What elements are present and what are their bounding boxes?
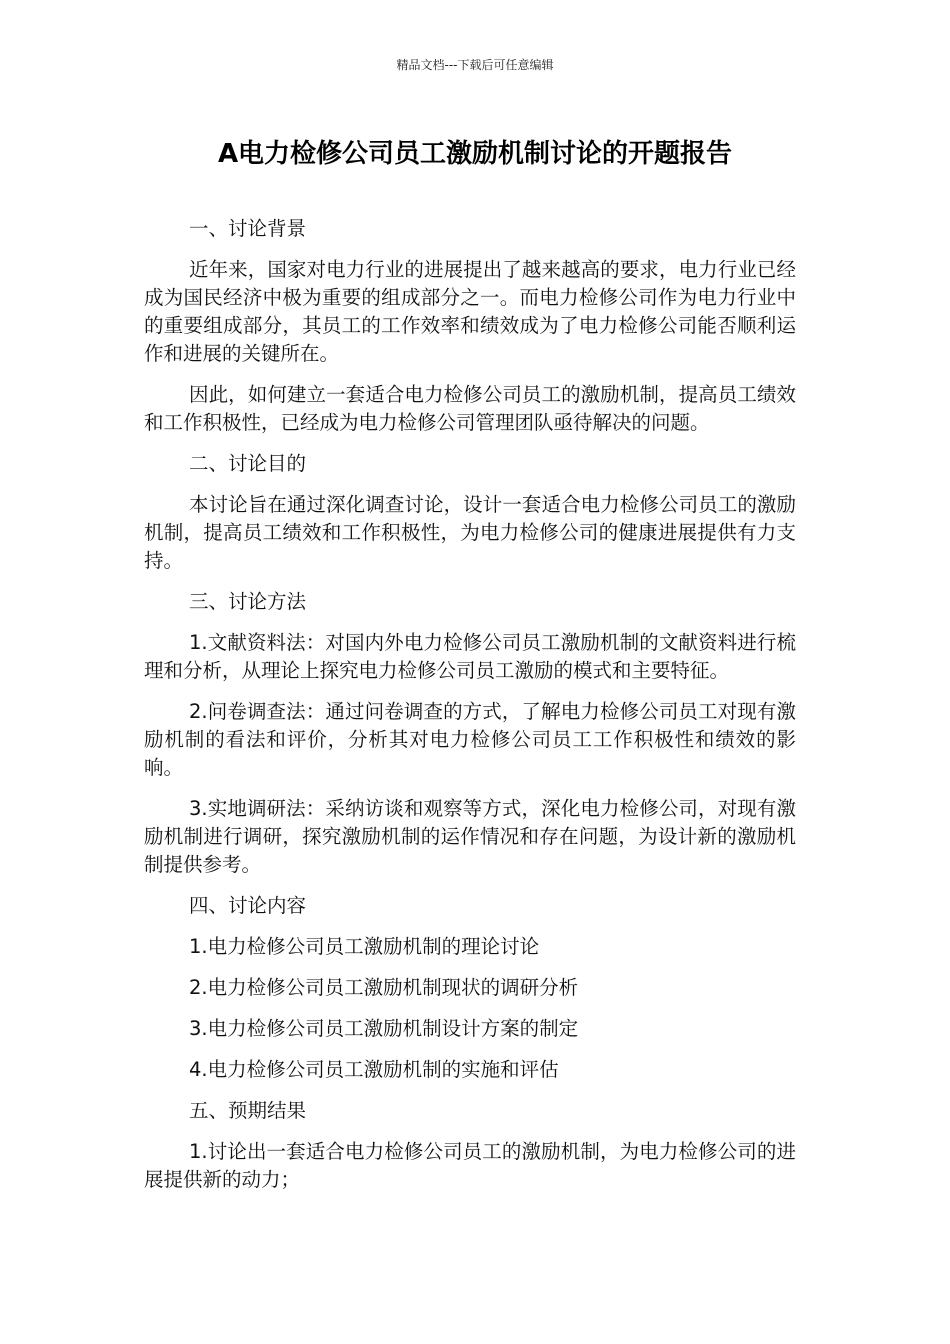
list-item-content-3: 3.电力检修公司员工激励机制设计方案的制定 xyxy=(189,1017,579,1040)
section-heading-background: 一、讨论背景 xyxy=(189,217,307,240)
section-heading-methods: 三、讨论方法 xyxy=(189,590,307,613)
list-item-content-4: 4.电力检修公司员工激励机制的实施和评估 xyxy=(189,1058,559,1081)
list-item-content-2: 2.电力检修公司员工激励机制现状的调研分析 xyxy=(189,976,579,999)
list-item-method-1: 1.文献资料法：对国内外电力检修公司员工激励机制的文献资料进行梳理和分析，从理论上探究电力检修公司员工激励的模式和主要特征。 xyxy=(144,631,796,682)
list-item-result-1: 1.讨论出一套适合电力检修公司员工的激励机制，为电力检修公司的进展提供新的动力； xyxy=(144,1140,796,1191)
paragraph-background-2: 因此，如何建立一套适合电力检修公司员工的激励机制，提高员工绩效和工作积极性，已经成为电力检修公司管理团队亟待解决的问题。 xyxy=(144,383,796,434)
document-body xyxy=(144,215,796,1207)
document-title: A电力检修公司员工激励机制讨论的开题报告 xyxy=(217,139,733,169)
paragraph-background-1: 近年来，国家对电力行业的进展提出了越来越高的要求，电力行业已经成为国民经济中极为重要的组成部分之一。而电力检修公司作为电力行业中的重要组成部分，其员工的工作效率和绩效成为了电力检修公司能否顺利运作和进展的关键所在。 xyxy=(144,258,796,365)
page-header-note: 精品文档---下载后可任意编辑 xyxy=(396,58,554,72)
section-heading-purpose: 二、讨论目的 xyxy=(189,452,307,475)
list-item-content-1: 1.电力检修公司员工激励机制的理论讨论 xyxy=(189,935,540,958)
list-item-method-2: 2.问卷调查法：通过问卷调查的方式，了解电力检修公司员工对现有激励机制的看法和评价，分析其对电力检修公司员工工作积极性和绩效的影响。 xyxy=(144,700,796,779)
section-heading-results: 五、预期结果 xyxy=(189,1099,307,1122)
paragraph-purpose: 本讨论旨在通过深化调查讨论，设计一套适合电力检修公司员工的激励机制，提高员工绩效和工作积极性，为电力检修公司的健康进展提供有力支持。 xyxy=(144,493,796,572)
section-heading-content: 四、讨论内容 xyxy=(189,894,307,917)
list-item-method-3: 3.实地调研法：采纳访谈和观察等方式，深化电力检修公司，对现有激励机制进行调研，探究激励机制的运作情况和存在问题，为设计新的激励机制提供参考。 xyxy=(144,797,796,876)
